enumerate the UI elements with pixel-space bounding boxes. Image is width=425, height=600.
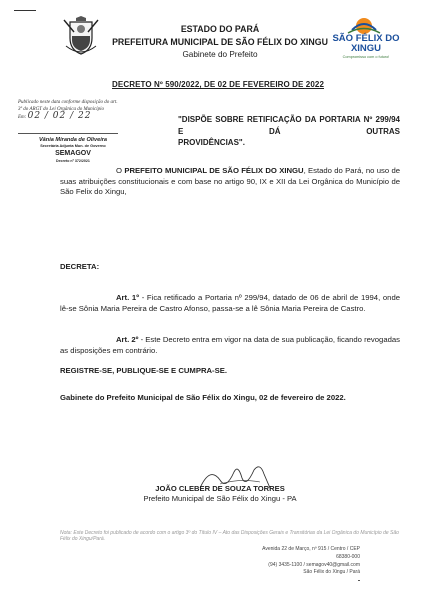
preamble-text: , Estado do Pará, no uso de suas atribuições constitucionais e com base no artigo 90, IX e XII da Lei Orgânica do Município de São Felix do Xingu, [60, 166, 400, 197]
address-line-3: São Félix do Xingu / Pará [303, 569, 360, 576]
header-state: ESTADO DO PARÁ [180, 24, 260, 34]
footer-note: Nota: Este Decreto foi publicado de acordo com o artigo 3º do Título IV – Ato das Disposições Gerais e Transitórias da Lei Orgânica do Município de São Félix do Xingu/Pará. [60, 530, 399, 543]
header-gabinete: Gabinete do Prefeito [182, 50, 258, 59]
logo-text: SÃO FÉLIX DO XINGU [332, 33, 400, 54]
stamp-decreto-ref: Decreto nº 372/2021 [56, 159, 90, 163]
stamp-name: Vânia Miranda de Oliveira [38, 137, 108, 143]
stamp-em-date: 02 / 02 / 22 [27, 111, 92, 121]
preamble-prefix: O [116, 166, 125, 175]
stamp-role: Secretária Adjunta Mun. de Governo [40, 144, 106, 148]
municipal-crest-icon [62, 16, 100, 56]
article-1-label: Art. 1º [116, 293, 140, 302]
publication-stamp-text [18, 99, 118, 121]
stamp-org: SEMAGOV [55, 150, 91, 157]
preamble-bold: PREFEITO MUNICIPAL DE SÃO FÉLIX DO XINGU [124, 166, 304, 175]
preamble-paragraph [60, 166, 400, 198]
address-line-2: (94) 3435-1100 / semagov40@gmail.com [268, 561, 360, 568]
decree-title: DECRETO Nº 590/2022, DE 02 DE FEVEREIRO DE 2022 [112, 80, 325, 89]
decreta-heading: DECRETA: [60, 262, 100, 271]
article-2 [60, 335, 400, 356]
stamp-signature-line [18, 133, 118, 134]
article-2-label: Art. 2º [116, 335, 139, 344]
address-line-1: Avenida 22 de Março, nº 915 / Centro / CEP 68380-000 [262, 546, 360, 560]
stamp-text: Publicado neste data conforme disposição do art. 3º do ARGT do Lei Orgânica do Município [18, 100, 118, 112]
signatory-role: Prefeito Municipal de São Félix do Xingu - PA [143, 494, 297, 503]
gabinete-date: Gabinete do Prefeito Municipal de São Félix do Xingu, 02 de fevereiro de 2022. [60, 393, 346, 402]
article-2-text: - Este Decreto entra em vigor na data de sua publicação, ficando revogadas as disposições em contrário. [60, 335, 400, 355]
footer-mark [358, 580, 360, 581]
article-1-text: - Fica retificado a Portaria nº 299/94, datado de 06 de abril de 1994, onde lê-se Sônia Maria Pereira de Castro Afonso, passa-se a lê Sônia Maria Pereira de Castro. [60, 293, 400, 313]
top-edge-mark [14, 10, 36, 11]
ementa-last-line: PROVIDÊNCIAS". [178, 138, 245, 147]
ementa-text: "DISPÕE SOBRE RETIFICAÇÃO DA PORTARIA Nº 299/94 E DÁ OUTRAS [178, 115, 400, 136]
signatory-name: JOÃO CLEBER DE SOUZA TORRES [155, 484, 285, 493]
article-1 [60, 293, 400, 314]
logo-tagline: Compromisso com o futuro! [342, 55, 390, 59]
footer-address [250, 546, 360, 577]
header-prefeitura: PREFEITURA MUNICIPAL DE SÃO FÉLIX DO XINGU [112, 37, 328, 47]
stamp-em-label: Em: [18, 115, 27, 120]
registre-text: REGISTRE-SE, PUBLIQUE-SE E CUMPRA-SE. [60, 366, 228, 375]
